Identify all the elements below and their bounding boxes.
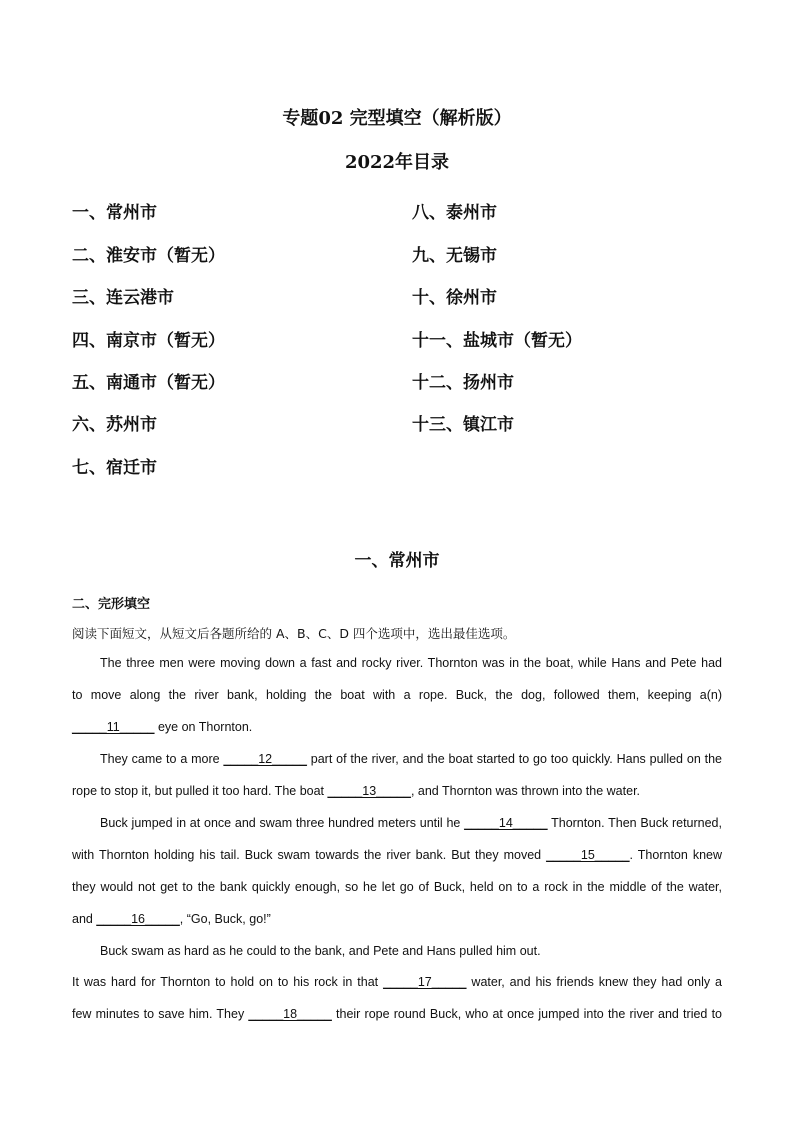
passage-line: rope to stop it, but pulled it too hard. The boat _____13_____, and Thornton was thrown into the water. [72,784,641,798]
toc-item-xuzhou[interactable]: 十、徐州市 [412,288,497,308]
blank-15[interactable]: _____15_____ [546,848,630,862]
toc-item-nanjing[interactable]: 四、南京市（暂无） [72,331,225,351]
toc-item-huaian[interactable]: 二、淮安市（暂无） [72,246,225,266]
toc-item-yangzhou[interactable]: 十二、扬州市 [412,373,514,393]
passage-line: to move along the river bank, holding the boat with a rope. Buck, the dog, followed them, keeping a(n) [72,688,722,702]
section-heading: 一、常州市 [354,551,440,571]
instruction-text: 阅读下面短文，从短文后各题所给的 A、B、C、D 四个选项中，选出最佳选项。 [72,626,516,641]
blank-13[interactable]: _____13_____ [327,784,411,798]
toc-item-wuxi[interactable]: 九、无锡市 [412,246,497,266]
toc-item-taizhou[interactable]: 八、泰州市 [412,203,497,223]
toc-title: 2022年目录 [344,152,450,173]
toc-item-changzhou[interactable]: 一、常州市 [72,203,157,223]
passage-line: It was hard for Thornton to hold on to his rock in that _____17_____ water, and his friends knew they had only a [72,975,722,989]
toc-item-suqian[interactable]: 七、宿迁市 [72,458,157,478]
document-title: 专题02 完型填空（解析版） [282,108,512,129]
blank-11[interactable]: _____11_____ [72,720,155,734]
passage-line: _____11_____ eye on Thornton. [72,720,253,734]
passage-line: The three men were moving down a fast and rocky river. Thornton was in the boat, while Hans and Pete had [100,656,722,670]
blank-17[interactable]: _____17_____ [383,975,467,989]
passage-line: Buck jumped in at once and swam three hundred meters until he _____14_____ Thornton. Then Buck returned, [100,816,722,830]
passage-line: with Thornton holding his tail. Buck swam towards the river bank. But they moved _____15_____. Thornton knew [72,848,722,862]
toc-item-suzhou[interactable]: 六、苏州市 [72,415,157,435]
blank-14[interactable]: _____14_____ [464,816,548,830]
toc-item-yancheng[interactable]: 十一、盐城市（暂无） [412,331,582,351]
passage-line: Buck swam as hard as he could to the bank, and Pete and Hans pulled him out. [100,944,541,958]
blank-12[interactable]: _____12_____ [223,752,307,766]
blank-16[interactable]: _____16_____ [96,912,180,926]
passage-line: they would not get to the bank quickly enough, so he let go of Buck, held on to a rock in the middle of the water, [72,880,722,894]
blank-18[interactable]: _____18_____ [248,1007,332,1021]
toc-item-nantong[interactable]: 五、南通市（暂无） [72,373,225,393]
passage-line: They came to a more _____12_____ part of the river, and the boat started to go too quickly. Hans pulled on the [100,752,722,766]
sub-heading: 二、完形填空 [72,597,151,612]
toc-item-lianyungang[interactable]: 三、连云港市 [72,288,174,308]
toc-item-zhenjiang[interactable]: 十三、镇江市 [412,415,514,435]
passage-line: and _____16_____, “Go, Buck, go!” [72,912,271,926]
passage-line: few minutes to save him. They _____18_____ their rope round Buck, who at once jumped into the river and tried to [72,1007,722,1021]
